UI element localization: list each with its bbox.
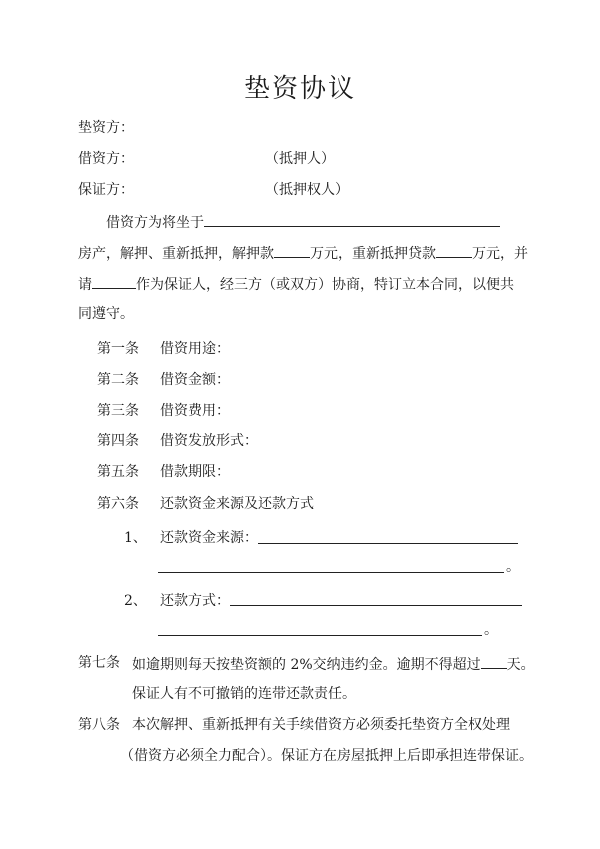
article-2-number: 第二条 [97,372,139,388]
repayment-source-blank-2[interactable] [158,572,504,573]
repayment-method-blank-1[interactable] [230,605,522,606]
intro-text-a: 房产，解押、重新抵押，解押款 [78,246,274,262]
intro-line-4: 同遵守。 [78,306,134,322]
sub-item-2-number: 2、 [124,593,147,609]
release-amount-blank[interactable] [274,242,310,258]
guarantor-label: 保证方： [78,182,134,198]
guarantor-name-blank[interactable] [92,273,136,289]
article-5-number: 第五条 [97,464,139,480]
sub-item-2-text: 还款方式： [160,593,230,609]
repayment-source-blank-1[interactable] [258,543,518,544]
article-1-text: 借资用途： [160,341,230,357]
sub-item-1-number: 1、 [124,530,147,546]
borrower-label: 借资方： [78,151,134,167]
intro-line-1 [106,211,500,233]
article-7-line-2: 保证人有不可撤销的连带还款责任。 [132,686,356,702]
article-8-line-1: 本次解押、重新抵押有关手续借资方必须委托垫资方全权处理 [132,717,510,733]
sub-item-1-period: 。 [506,559,520,575]
article-7-line-1 [132,653,535,675]
article-4-number: 第四条 [97,433,139,449]
intro-text-d: 请 [78,277,92,293]
repayment-method-blank-2[interactable] [158,635,482,636]
article-3-number: 第三条 [97,403,139,419]
sub-item-1-text: 还款资金来源： [160,530,258,546]
article-7-text-b: 天。 [506,657,535,673]
max-overdue-days-blank[interactable] [481,653,507,669]
intro-text-b: 万元，重新抵押贷款 [310,246,436,262]
remortgage-amount-blank[interactable] [436,242,472,258]
article-8-line-2: （借资方必须全力配合）。保证方在房屋抵押上后即承担连带保证。 [120,748,533,764]
article-5-text: 借款期限： [160,464,230,480]
sub-item-2-period: 。 [484,622,498,638]
intro-line-2 [78,242,528,264]
article-2-text: 借资金额： [160,372,230,388]
intro-text-c: 万元，并 [472,246,528,262]
intro-text-e: 作为保证人，经三方（或双方）协商，特订立本合同，以便共 [136,277,514,293]
borrower-role: （抵押人） [265,151,335,167]
lender-label: 垫资方： [78,120,134,136]
article-1-number: 第一条 [97,341,139,357]
article-3-text: 借资费用： [160,403,230,419]
article-7-number: 第七条 [78,655,120,671]
intro-prefix: 借资方为将坐于 [106,215,204,231]
intro-line-3 [78,273,514,295]
article-7-text-a: 如逾期则每天按垫资额的 2%交纳违约金。逾期不得超过 [132,657,481,673]
article-6-text: 还款资金来源及还款方式 [160,496,314,512]
article-6-number: 第六条 [97,496,139,512]
guarantor-role: （抵押权人） [265,182,349,198]
page-title: 垫资协议 [243,74,356,104]
article-4-text: 借资发放形式： [160,433,258,449]
article-8-number: 第八条 [78,717,120,733]
property-location-blank[interactable] [204,211,500,227]
